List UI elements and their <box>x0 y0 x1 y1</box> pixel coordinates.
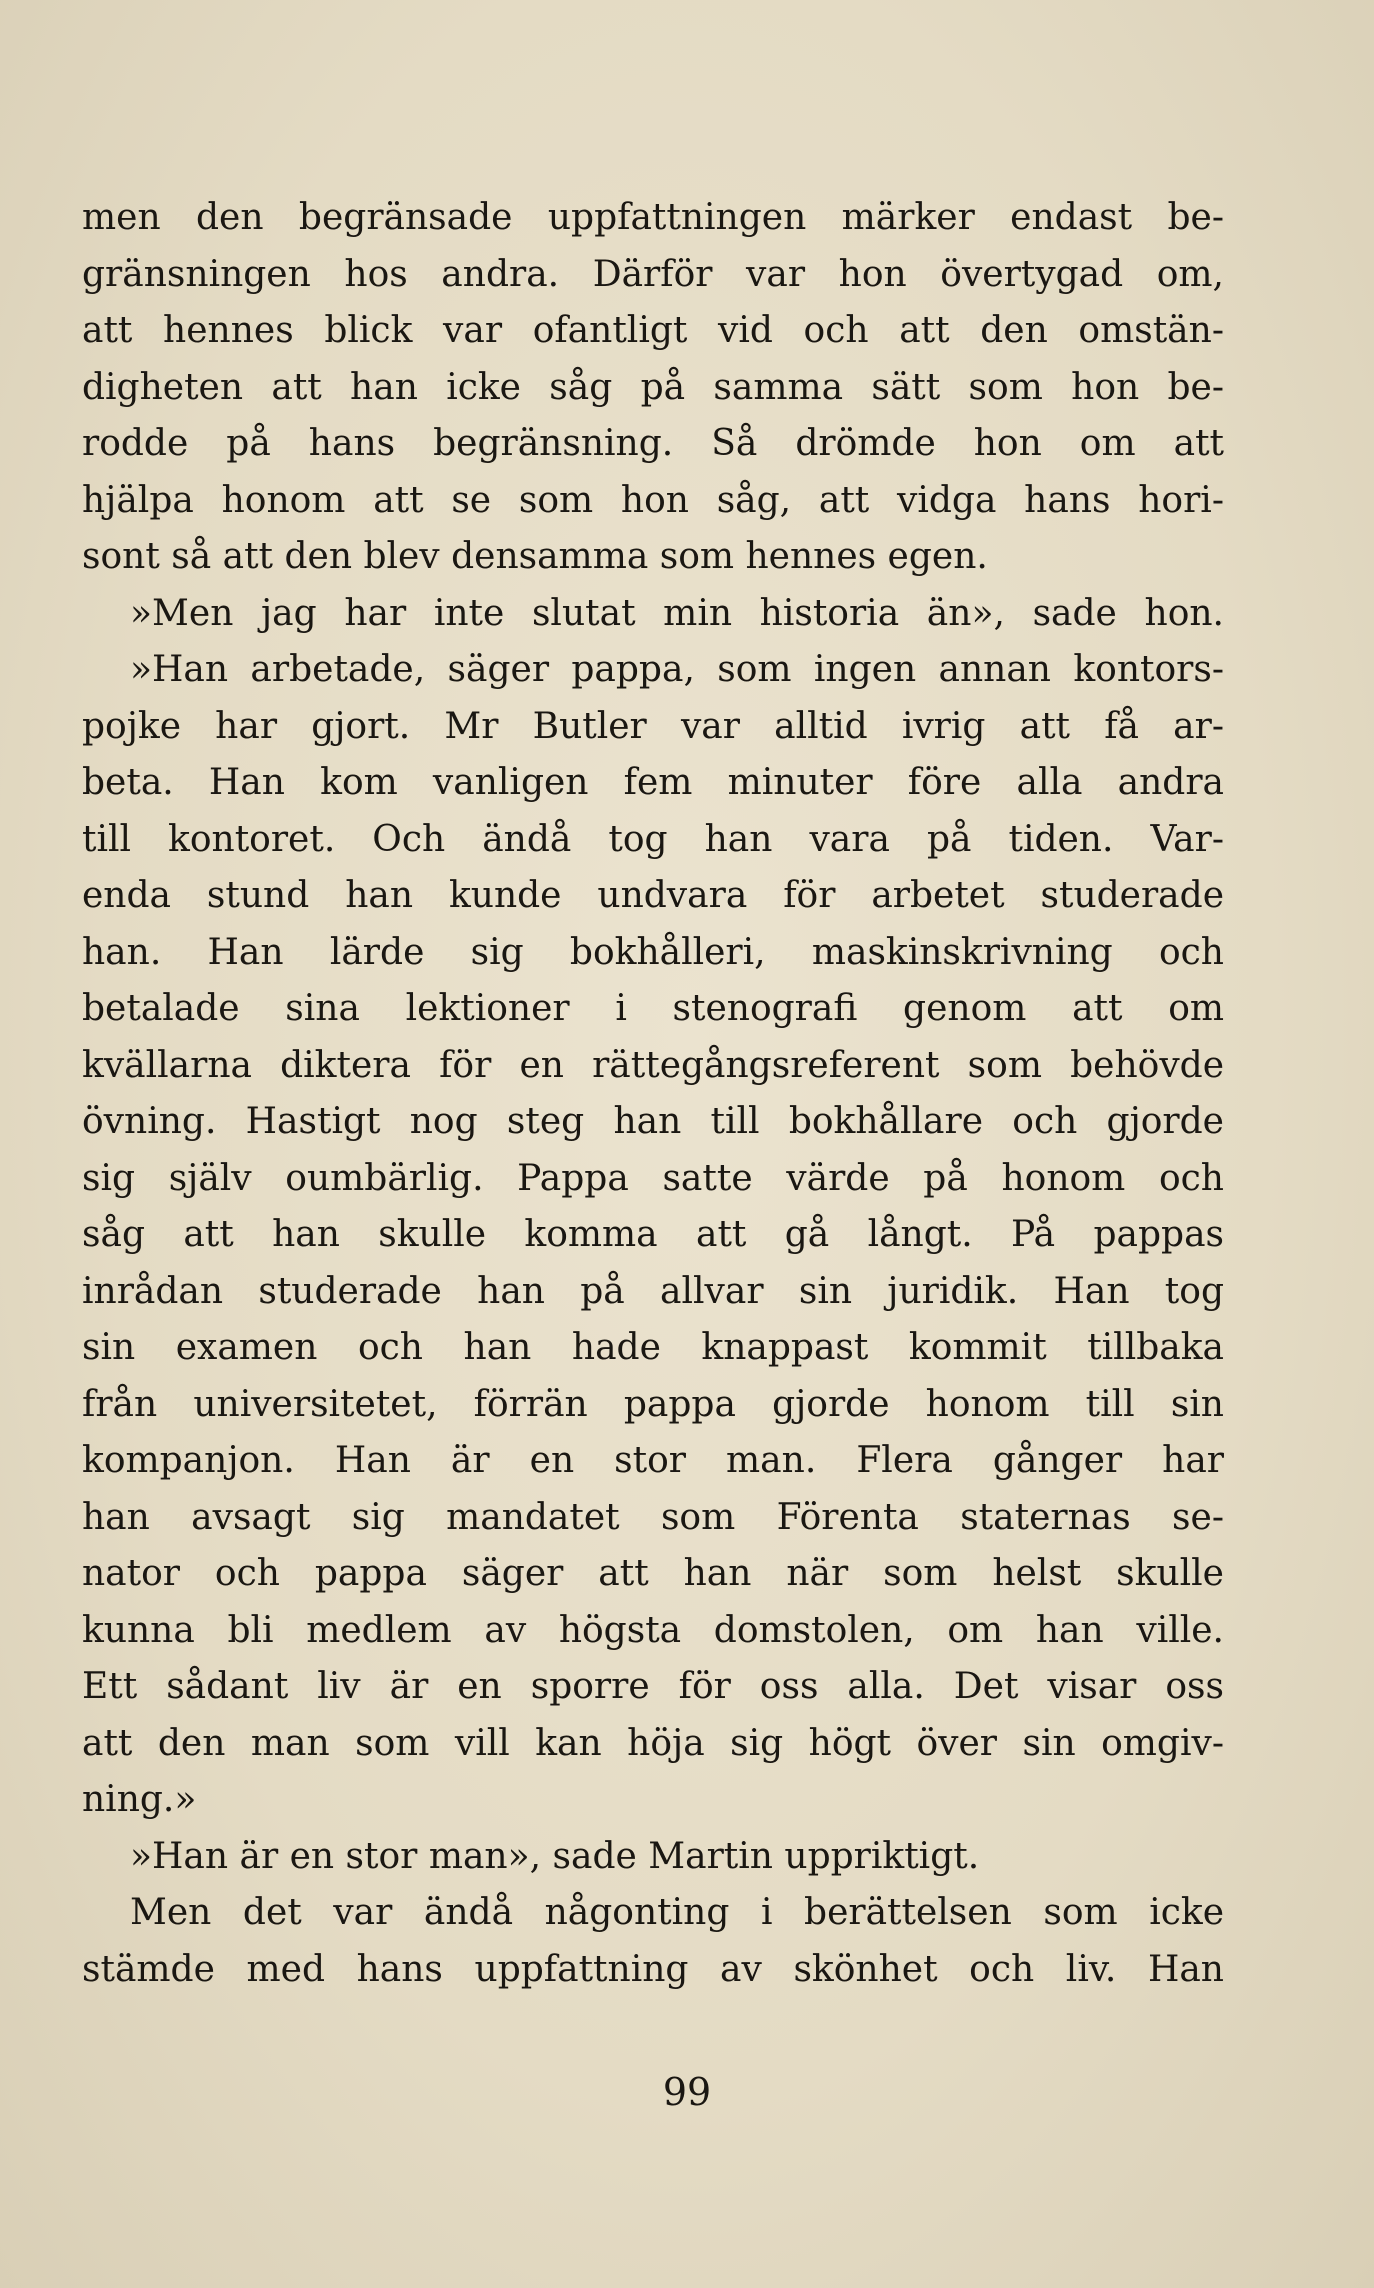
text-line: sont så att den blev densamma som hennes egen. <box>82 536 988 577</box>
text-line: såg att han skulle komma att gå långt. På pappas <box>82 1214 1224 1255</box>
text-line: ning.» <box>82 1779 197 1820</box>
text-line: att hennes blick var ofantligt vid och att den omstän- <box>82 310 1224 351</box>
text-line: enda stund han kunde undvara för arbetet studerade <box>82 875 1224 916</box>
text-line: digheten att han icke såg på samma sätt som hon be- <box>82 366 1224 408</box>
text-line: nator och pappa säger att han när som helst skulle <box>82 1553 1224 1594</box>
text-line: men den begränsade uppfattningen märker endast be- <box>82 197 1224 238</box>
text-line: han avsagt sig mandatet som Förenta staternas se- <box>82 1496 1224 1538</box>
text-line: att den man som vill kan höja sig högt över sin omgiv- <box>82 1722 1224 1764</box>
text-line: gränsningen hos andra. Därför var hon övertygad om, <box>82 253 1224 295</box>
text-line: sig själv oumbärlig. Pappa satte värde på honom och <box>82 1157 1224 1199</box>
text-line: rodde på hans begränsning. Så drömde hon om att <box>82 423 1224 464</box>
text-line: stämde med hans uppfattning av skönhet och liv. Han <box>82 1948 1224 1990</box>
text-line: kompanjon. Han är en stor man. Flera gånger har <box>82 1440 1224 1481</box>
text-line: han. Han lärde sig bokhålleri, maskinskrivning och <box>82 931 1224 973</box>
text-line: Ett sådant liv är en sporre för oss alla. Det visar oss <box>82 1666 1224 1707</box>
text-line: Men det var ändå någonting i berättelsen som icke <box>130 1892 1224 1933</box>
page-number: 99 <box>662 2070 712 2114</box>
text-line: till kontoret. Och ändå tog han vara på tiden. Var- <box>82 818 1224 860</box>
text-line: kunna bli medlem av högsta domstolen, om han ville. <box>82 1609 1224 1651</box>
text-line: kvällarna diktera för en rättegångsreferent som behövde <box>82 1044 1224 1086</box>
text-line: övning. Hastigt nog steg han till bokhållare och gjorde <box>82 1101 1224 1142</box>
text-line: inrådan studerade han på allvar sin juridik. Han tog <box>82 1270 1224 1312</box>
text-line: sin examen och han hade knappast kommit tillbaka <box>82 1327 1224 1368</box>
text-line: »Han arbetade, säger pappa, som ingen annan kontors- <box>130 649 1224 690</box>
text-line: »Han är en stor man», sade Martin uppriktigt. <box>130 1835 980 1877</box>
text-line: »Men jag har inte slutat min historia än», sade hon. <box>130 592 1224 634</box>
text-line: pojke har gjort. Mr Butler var alltid ivrig att få ar- <box>82 705 1224 747</box>
text-line: betalade sina lektioner i stenografi genom att om <box>82 988 1224 1029</box>
text-line: hjälpa honom att se som hon såg, att vidga hans hori- <box>82 479 1224 521</box>
text-line: från universitetet, förrän pappa gjorde honom till sin <box>82 1383 1224 1425</box>
body-text <box>82 190 1224 1998</box>
text-line: beta. Han kom vanligen fem minuter före alla andra <box>82 762 1224 803</box>
